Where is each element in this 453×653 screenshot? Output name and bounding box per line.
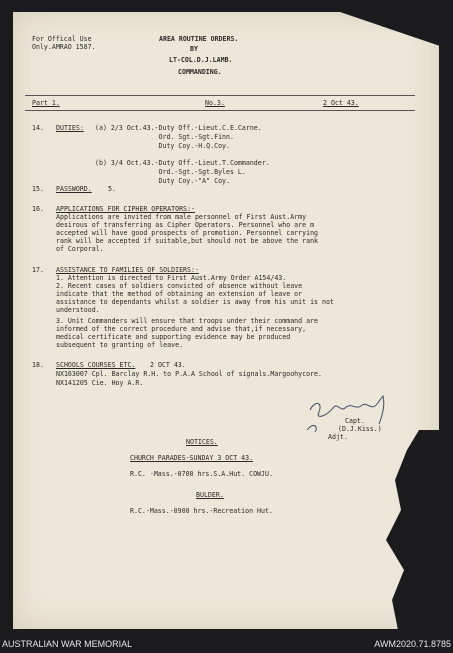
- assistance-text-line: understood.: [56, 306, 100, 314]
- assistance-text-line: subsequent to granting of leave.: [56, 341, 184, 349]
- section-15-number: 15.: [32, 185, 44, 193]
- cipher-text-line: rank will be accepted if suitable,but should not be above the rank: [56, 237, 319, 245]
- commanding-label: COMMANDING.: [178, 68, 222, 76]
- header-rule: [25, 95, 415, 96]
- assistance-text-line: informed of the correct procedure and advise that,if necessary,: [56, 325, 307, 333]
- signature-role: Adjt.: [328, 433, 348, 441]
- section-17-number: 17.: [32, 266, 44, 274]
- order-date: 2 Oct 43.: [323, 99, 359, 107]
- commander-name: LT-COL.D.J.LAMB.: [169, 56, 233, 64]
- assistance-text-line: assistance to dependants whilst a soldier is away from his unit is not: [56, 298, 334, 306]
- section-14-number: 14.: [32, 124, 44, 132]
- orders-by: BY: [190, 45, 198, 53]
- duty-line: Duty Coy.-H.Q.Coy.: [95, 142, 230, 150]
- course-line: NX141205 Cie. Hoy A.R.: [56, 379, 144, 387]
- church-parades-line: R.C. -Mass.-0700 hrs.S.A.Hut. COWJU.: [130, 470, 273, 478]
- orders-title: AREA ROUTINE ORDERS.: [159, 35, 239, 43]
- section-16-heading: APPLICATIONS FOR CIPHER OPERATORS:-: [56, 205, 195, 213]
- notices-heading: NOTICES.: [186, 438, 218, 446]
- official-use-line-2: Only.AMRAO 1587.: [32, 43, 96, 51]
- order-number: No.3.: [205, 99, 225, 107]
- duty-line: (a) 2/3 Oct.43.-Duty Off.-Lieut.C.E.Carne.: [95, 124, 262, 132]
- assistance-text-line: indicate that the method of obtaining an extension of leave or: [56, 290, 303, 298]
- bulder-line: R.C.-Mass.-0900 hrs.-Recreation Hut.: [130, 507, 273, 515]
- cipher-text-line: desirous of transferring as Cipher Operators. Personnel who are m: [56, 221, 315, 229]
- course-line: NX163007 Cpl. Barclay R.H. to P.A.A School of signals.Margoohycore.: [56, 370, 322, 378]
- part-number: Part 1.: [32, 99, 60, 107]
- section-17-heading: ASSISTANCE TO FAMILIES OF SOLDIERS:-: [56, 266, 199, 274]
- signature-name: (D.J.Kiss.): [338, 425, 382, 433]
- section-15-heading: PASSWORD.: [56, 185, 92, 193]
- part-rule: [25, 110, 415, 111]
- torn-corner: [340, 12, 440, 46]
- section-14-heading: DUTIES:: [56, 124, 84, 132]
- archive-credit: AUSTRALIAN WAR MEMORIAL: [2, 639, 133, 649]
- assistance-text-line: 2. Recent cases of soldiers convicted of absence without leave: [56, 282, 303, 290]
- duty-line: Duty Coy.-"A" Coy.: [95, 177, 230, 185]
- duty-line: Ord.-Sgt.-Sgt.Byles L.: [95, 168, 246, 176]
- section-18-number: 18.: [32, 361, 44, 369]
- archive-id: AWM2020.71.8785: [374, 639, 451, 649]
- cipher-text-line: Applications are invited from male personnel of First Aust.Army: [56, 213, 307, 221]
- assistance-text-line: 3. Unit Commanders will ensure that troops under their command are: [56, 317, 319, 325]
- password-value: 5.: [108, 185, 116, 193]
- assistance-text-line: medical certificate and supporting evidence may be produced: [56, 333, 291, 341]
- bulder-heading: BULDER.: [196, 491, 224, 499]
- signature-rank: Capt.: [345, 417, 365, 425]
- section-16-number: 16.: [32, 205, 44, 213]
- church-parades-heading: CHURCH PARADES-SUNDAY 3 OCT 43.: [130, 454, 254, 462]
- duty-line: (b) 3/4 Oct.43.-Duty Off.-Lieut.T.Commander.: [95, 159, 270, 167]
- section-18-heading: SCHOOLS COURSES ETC.: [56, 361, 136, 369]
- duty-line: Ord. Sgt.-Sgt.Finn.: [95, 133, 234, 141]
- cipher-text-line: accepted will have good prospects of promotion. Personnel carrying: [56, 229, 319, 237]
- official-use-line-1: For Offical Use: [32, 35, 92, 43]
- assistance-text-line: 1. Attention is directed to First Aust.Army Order A154/43.: [56, 274, 287, 282]
- section-18-date: 2 OCT 43.: [150, 361, 186, 369]
- cipher-text-line: of Corporal.: [56, 245, 104, 253]
